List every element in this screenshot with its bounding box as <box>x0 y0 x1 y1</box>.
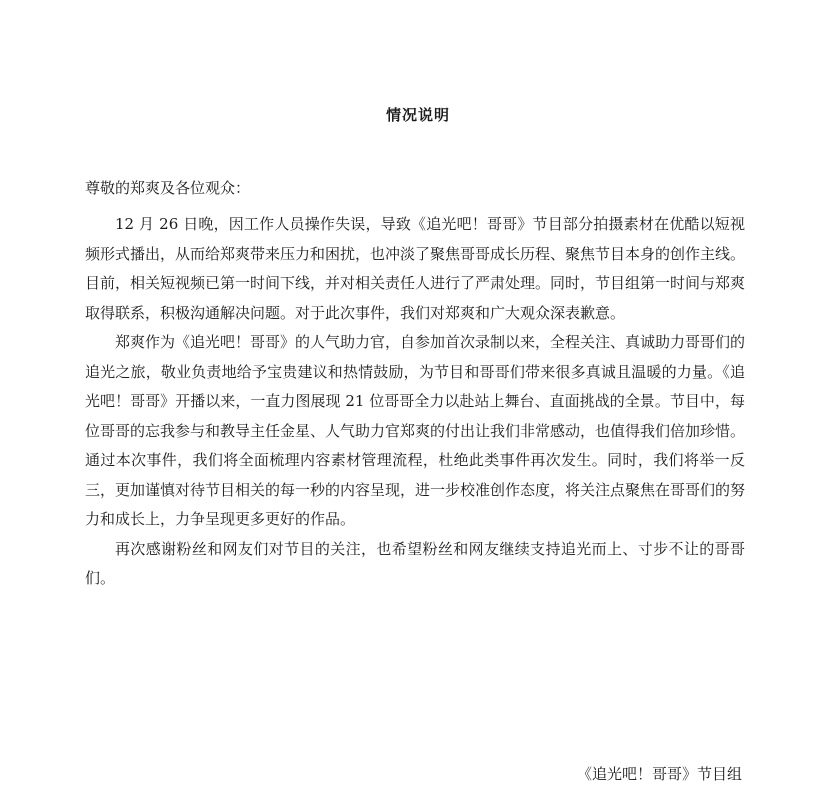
paragraph-2: 郑爽作为《追光吧！哥哥》的人气助力官，自参加首次录制以来，全程关注、真诚助力哥哥们的追光之旅，敬业负责地给予宝贵建议和热情鼓励，为节目和哥哥们带来很多真诚且温暖的力量。《追光吧！哥哥》开播以来，一直力图展现 21 位哥哥全力以赴站上舞台、直面挑战的全景。节目中，每位哥哥的忘我参与和教导主任金星、人气助力官郑爽的付出让我们非常感动，也值得我们倍加珍惜。通过本次事件，我们将全面梳理内容素材管理流程，杜绝此类事件再次发生。同时，我们将举一反三，更加谨慎对待节目相关的每一秒的内容呈现，进一步校准创作态度，将关注点聚焦在哥哥们的努力和成长上，力争呈现更多更好的作品。 <box>85 333 746 528</box>
paragraph-3: 再次感谢粉丝和网友们对节目的关注，也希望粉丝和网友继续支持追光而上、寸步不让的哥哥们。 <box>85 539 745 587</box>
paragraph-1: 12 月 26 日晚，因工作人员操作失误，导致《追光吧！哥哥》节目部分拍摄素材在优酷以短视频形式播出，从而给郑爽带来压力和困扰，也冲淡了聚焦哥哥成长历程、聚焦节目本身的创作主线。目前，相关短视频已第一时间下线，并对相关责任人进行了严肃处理。同时，节目组第一时间与郑爽取得联系，积极沟通解决问题。对于此次事件，我们对郑爽和广大观众深表歉意。 <box>85 215 746 322</box>
signature: 《追光吧！哥哥》节目组 <box>576 765 742 783</box>
document-title: 情况说明 <box>385 106 450 124</box>
salutation: 尊敬的郑爽及各位观众： <box>85 179 251 197</box>
document-body <box>85 210 745 594</box>
